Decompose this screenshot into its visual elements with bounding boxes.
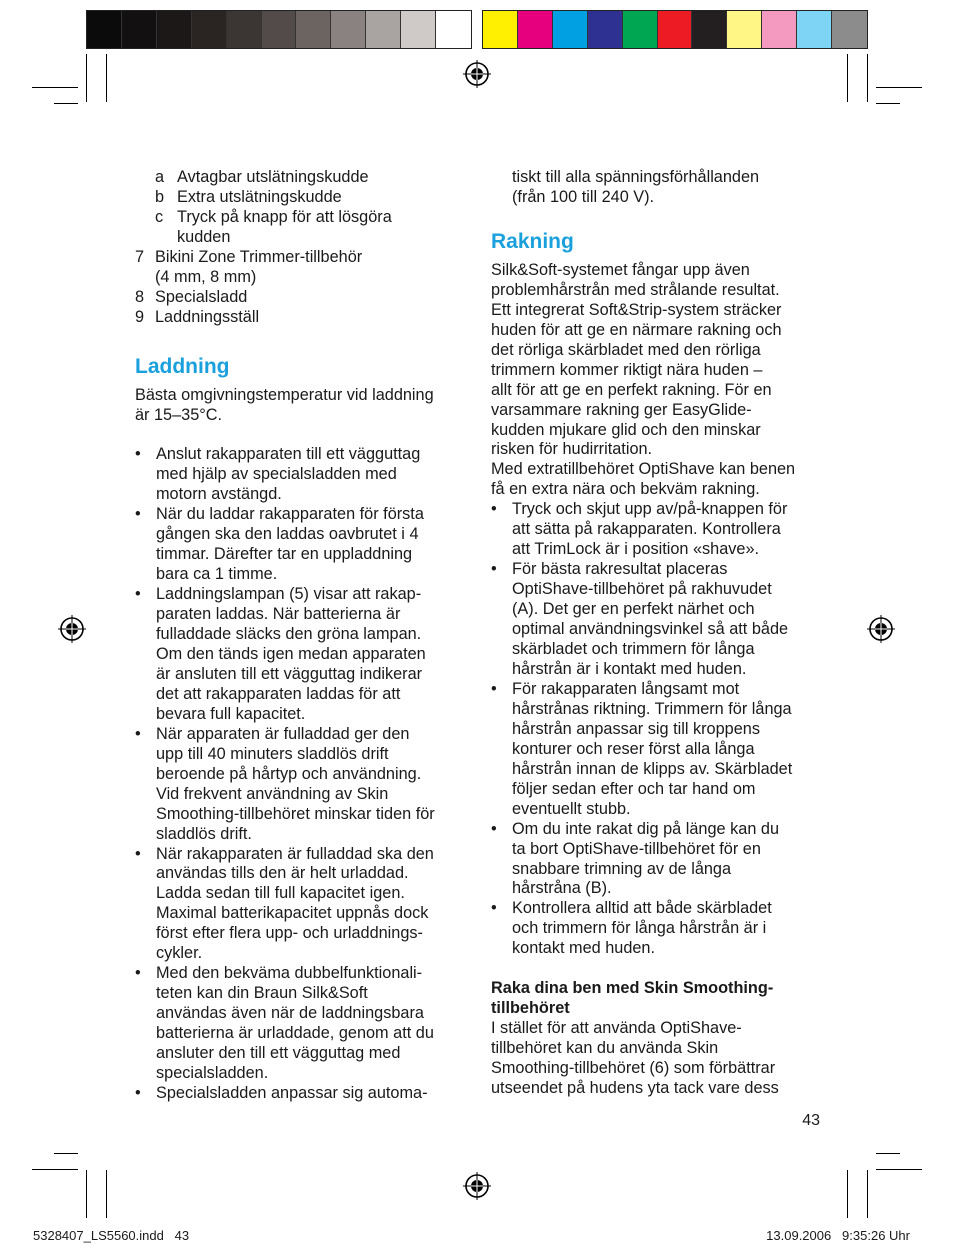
crop-mark xyxy=(86,54,87,102)
process-swatch xyxy=(518,11,553,48)
crop-mark xyxy=(867,1170,868,1218)
bullet-icon: • xyxy=(491,679,497,698)
crop-mark xyxy=(106,54,107,102)
shaving-bullet-list xyxy=(491,500,831,959)
bullet-icon: • xyxy=(491,899,497,918)
bullet-item: • Specialsladden anpassar sig automa- xyxy=(135,1083,428,1102)
gray-swatch xyxy=(436,11,471,48)
process-swatch xyxy=(762,11,797,48)
bullet-item: • Tryck och skjut upp av/på-knappen för att sätta på rakapparaten. Kontrollera att TrimLock är i position «shave». xyxy=(491,500,788,559)
bullet-icon: • xyxy=(135,724,141,743)
process-swatch xyxy=(692,11,727,48)
bullet-icon: • xyxy=(135,445,141,464)
crop-mark xyxy=(847,54,848,102)
bullet-icon: • xyxy=(491,819,497,838)
footer-timestamp: 13.09.2006 9:35:26 Uhr xyxy=(766,1228,910,1243)
gray-swatch xyxy=(157,11,192,48)
section-heading-laddning: Laddning xyxy=(135,354,230,378)
gray-swatch xyxy=(366,11,401,48)
crop-mark xyxy=(876,1153,900,1154)
crop-mark xyxy=(54,1153,78,1154)
list-item: b Extra utslätningskudde xyxy=(155,187,342,206)
right-column xyxy=(491,168,831,1099)
skin-smoothing-paragraph: I stället för att använda OptiShave- tillbehöret kan du använda Skin Smoothing-tillbehöret (6) som förbättrar utseendet på hudens yta tack vare dess xyxy=(491,1019,779,1097)
bullet-item: • När rakapparaten är fulladdad ska den användas tills den är helt urladdad. Ladda sedan till full kapacitet igen. Maximal batterikapacitet uppnås dock först efter flera upp- och urladdnings- cykler. xyxy=(135,844,434,963)
process-color-bar xyxy=(482,10,868,49)
process-swatch xyxy=(658,11,693,48)
crop-mark xyxy=(86,1170,87,1218)
gray-swatch xyxy=(331,11,366,48)
registration-mark-icon xyxy=(463,60,491,88)
continued-bullet-text: tiskt till alla spänningsförhållanden (från 100 till 240 V). xyxy=(512,168,760,206)
process-swatch xyxy=(797,11,832,48)
charging-bullet-list xyxy=(135,445,475,1103)
crop-mark xyxy=(867,54,868,102)
list-item: a Avtagbar utslätningskudde xyxy=(155,168,369,186)
gray-swatch xyxy=(227,11,262,48)
list-item: c Tryck på knapp för att lösgöra xyxy=(155,207,392,226)
subheading-skin-smoothing: Raka dina ben med Skin Smoothing- tillbehöret xyxy=(491,979,774,1018)
intro-paragraph: Bästa omgivningstemperatur vid laddning är 15–35°C. xyxy=(135,385,434,424)
bullet-item: • För rakapparaten långsamt mot hårstrånas riktning. Trimmern för långa hårstrån anpassar sig till kroppens konturer och reser först alla långa hårstrån innan de klipps av. Skärbladet följer sedan efter och tar hand om eventuellt stubb. xyxy=(491,679,793,818)
process-swatch xyxy=(727,11,762,48)
crop-mark xyxy=(106,1170,107,1218)
grayscale-color-bar xyxy=(86,10,472,49)
parts-list xyxy=(135,248,475,328)
process-swatch xyxy=(832,11,867,48)
bullet-icon: • xyxy=(135,1083,141,1102)
registration-mark-icon xyxy=(463,1172,491,1200)
bullet-icon: • xyxy=(135,964,141,983)
gray-swatch xyxy=(87,11,122,48)
process-swatch xyxy=(483,11,518,48)
gray-swatch xyxy=(401,11,436,48)
list-item: (4 mm, 8 mm) xyxy=(155,267,257,286)
bullet-item: • Om du inte rakat dig på länge kan du ta bort OptiShave-tillbehöret för en snabbare trimning av de långa hårstråna (B). xyxy=(491,819,780,898)
crop-mark xyxy=(847,1170,848,1218)
bullet-item: • När du laddar rakapparaten för första gången ska den laddas oavbrutet i 4 timmar. Därefter tar en uppladdning bara ca 1 timme. xyxy=(135,505,424,584)
list-item: 7 Bikini Zone Trimmer-tillbehör xyxy=(135,247,363,266)
rakning-paragraph: Silk&Soft-systemet fångar upp även problemhårstrån med strålande resultat. Ett integrerat Soft&Strip-system sträcker huden för att ge en närmare rakning och det rörliga skärbladet med den rörliga trimmern kommer riktigt nära huden – allt för att ge en perfekt rakning. För en varsammare rakning ger EasyGlide- kudden mjukare glid och den minskar risken för hudirritation. xyxy=(491,260,782,459)
bullet-icon: • xyxy=(491,560,497,579)
page-number: 43 xyxy=(802,1112,820,1129)
bullet-item: • Kontrollera alltid att både skärbladet och trimmern för långa hårstrån är i kontakt med huden. xyxy=(491,899,772,958)
gray-swatch xyxy=(262,11,297,48)
crop-mark xyxy=(32,87,78,88)
registration-mark-icon xyxy=(58,615,86,643)
bullet-icon: • xyxy=(135,585,141,604)
process-swatch xyxy=(623,11,658,48)
crop-mark xyxy=(32,1169,78,1170)
registration-mark-icon xyxy=(867,615,895,643)
bullet-icon: • xyxy=(135,505,141,524)
bullet-item: • För bästa rakresultat placeras OptiShave-tillbehöret på rakhuvudet (A). Det ger en perfekt närhet och optimal användningsvinkel så att både skärbladet och trimmern för långa hårstrån är i kontakt med huden. xyxy=(491,560,789,678)
gray-swatch xyxy=(192,11,227,48)
footer-file-info: 5328407_LS5560.indd 43 xyxy=(33,1228,190,1243)
bullet-icon: • xyxy=(491,500,497,519)
parts-sublist xyxy=(135,168,475,248)
process-swatch xyxy=(553,11,588,48)
crop-mark xyxy=(876,103,900,104)
gray-swatch xyxy=(296,11,331,48)
process-swatch xyxy=(588,11,623,48)
crop-mark xyxy=(54,103,78,104)
crop-mark xyxy=(876,1169,922,1170)
list-item: 9 Laddningsställ xyxy=(135,307,260,326)
bullet-icon: • xyxy=(135,844,141,863)
bullet-item: • Anslut rakapparaten till ett vägguttag med hjälp av specialsladden med motorn avstängd. xyxy=(135,445,421,504)
left-column xyxy=(135,168,475,1104)
list-item: kudden xyxy=(177,227,231,246)
gray-swatch xyxy=(122,11,157,48)
bullet-item: • Laddningslampan (5) visar att rakap- paraten laddas. När batterierna är fulladdade släcks den gröna lampan. Om den tänds igen medan apparaten är ansluten till ett vägguttag indikerar det att rakapparaten laddas för att bevara full kapacitet. xyxy=(135,585,426,723)
section-heading-rakning: Rakning xyxy=(491,229,574,253)
optishave-paragraph: Med extratillbehöret OptiShave kan benen få en extra nära och bekväm rakning. xyxy=(491,460,796,499)
bullet-item: • Med den bekväma dubbelfunktionali- teten kan din Braun Silk&Soft användas även när de laddningsbara batterierna är urladdade, genom att du ansluter den till ett vägguttag med specialsladden. xyxy=(135,964,434,1083)
crop-mark xyxy=(876,87,922,88)
list-item: 8 Specialsladd xyxy=(135,287,248,306)
bullet-item: • När apparaten är fulladdad ger den upp till 40 minuters sladdlös drift beroende på hårtyp och användning. Vid frekvent användning av Skin Smoothing-tillbehöret minskar tiden för sladdlös drift. xyxy=(135,724,435,843)
